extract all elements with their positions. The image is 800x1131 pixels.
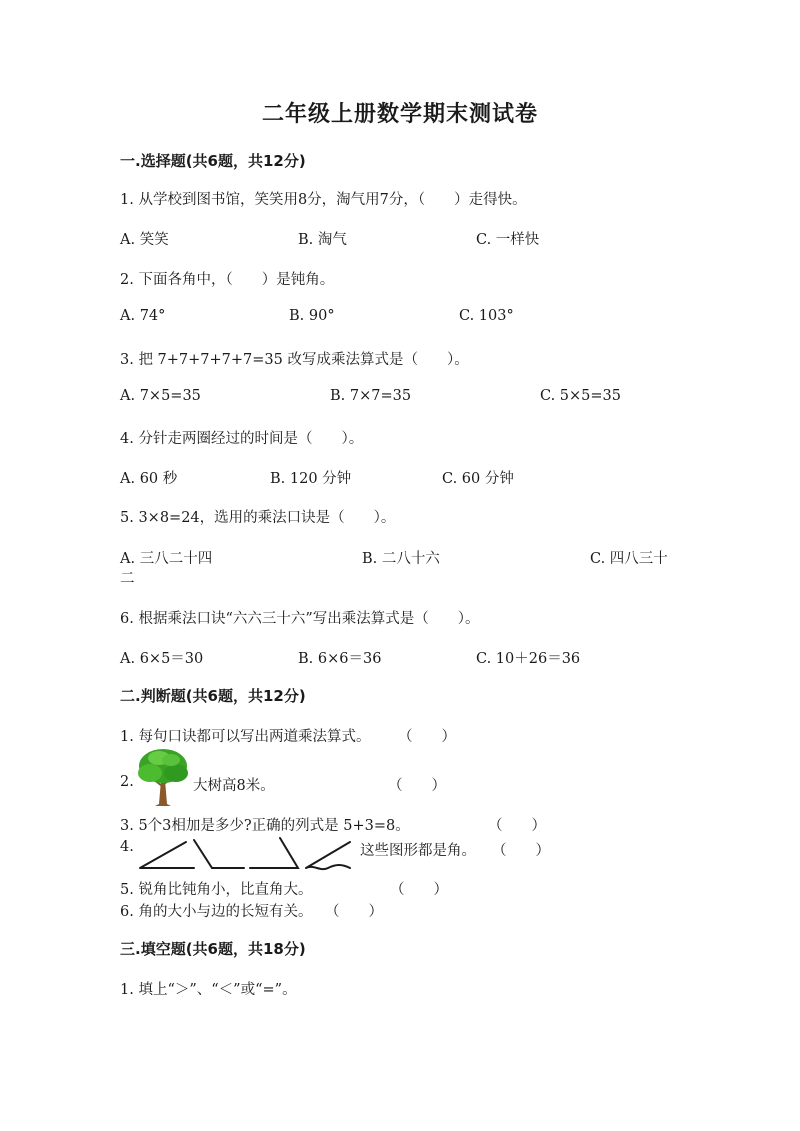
s1-q3-option-b: B. 7×7=35 [330,388,412,404]
s1-q1-option-a: A. 笑笑 [120,232,169,248]
page-title: 二年级上册数学期末测试卷 [261,101,538,127]
section-3-heading: 三.填空题(共6题，共18分) [120,940,306,958]
s1-q3-option-c: C. 5×5=35 [540,388,621,404]
s3-question-1: 1. 填上“＞”、“＜”或“=”。 [120,982,297,998]
s2-question-1: 1. 每句口诀都可以写出两道乘法算式。 [120,729,371,745]
s1-q5-option-c-wrap: 二 [120,571,135,587]
section-2-heading: 二.判断题(共6题，共12分) [120,687,306,705]
angle-figure-3 [250,838,298,868]
s1-q4-option-a: A. 60 秒 [120,471,178,487]
s1-question-1: 1. 从学校到图书馆，笑笑用8分，淘气用7分，（ ）走得快。 [120,192,527,208]
s2-q6-answer-blank: （ ） [325,904,383,920]
s1-q6-option-c: C. 10＋26＝36 [476,651,581,667]
s1-question-6: 6. 根据乘法口诀“六六三十六”写出乘法算式是（ ）。 [120,611,480,627]
s2-q5-answer-blank: （ ） [390,882,448,898]
angle-figure-1 [140,842,194,868]
s1-q1-option-c: C. 一样快 [476,232,540,248]
angle-figure-4 [306,842,350,869]
s1-q4-option-c: C. 60 分钟 [442,471,514,487]
s1-q2-option-a: A. 74° [120,308,166,324]
s1-q2-option-c: C. 103° [459,308,514,324]
section-1-heading: 一.选择题(共6题，共12分) [120,152,306,170]
s2-q2-number: 2. [120,774,134,790]
tree-icon [135,746,191,808]
s1-q3-option-a: A. 7×5=35 [120,388,201,404]
s2-question-3: 3. 5个3相加是多少?正确的列式是 5+3=8。 [120,818,410,834]
s1-question-4: 4. 分针走两圈经过的时间是（ ）。 [120,431,364,447]
s1-q6-option-a: A. 6×5＝30 [120,651,204,667]
s1-q1-option-b: B. 淘气 [298,232,347,248]
s1-question-5: 5. 3×8=24，选用的乘法口诀是（ ）。 [120,510,396,526]
s1-question-3: 3. 把 7+7+7+7+7=35 改写成乘法算式是（ ）。 [120,352,469,368]
s1-q5-option-b: B. 二八十六 [362,551,440,567]
angle-figures [136,834,358,874]
s2-question-6: 6. 角的大小与边的长短有关。 [120,904,313,920]
s2-q3-answer-blank: （ ） [488,818,546,834]
s1-q5-option-c: C. 四八三十 [590,551,668,567]
s1-q4-option-b: B. 120 分钟 [270,471,352,487]
s1-question-2: 2. 下面各角中，（ ）是钝角。 [120,272,335,288]
s2-question-4: 这些图形都是角。 [360,843,476,859]
angle-figure-2 [194,840,244,868]
s2-question-5: 5. 锐角比钝角小，比直角大。 [120,882,313,898]
s2-q2-answer-blank: （ ） [388,778,446,794]
s1-q2-option-b: B. 90° [289,308,335,324]
s2-q4-number: 4. [120,839,134,855]
s2-question-2: 大树高8米。 [193,778,275,794]
s2-q4-answer-blank: （ ） [492,843,550,859]
s1-q5-option-a: A. 三八二十四 [120,551,213,567]
s2-q1-answer-blank: （ ） [398,729,456,745]
s1-q6-option-b: B. 6×6＝36 [298,651,382,667]
